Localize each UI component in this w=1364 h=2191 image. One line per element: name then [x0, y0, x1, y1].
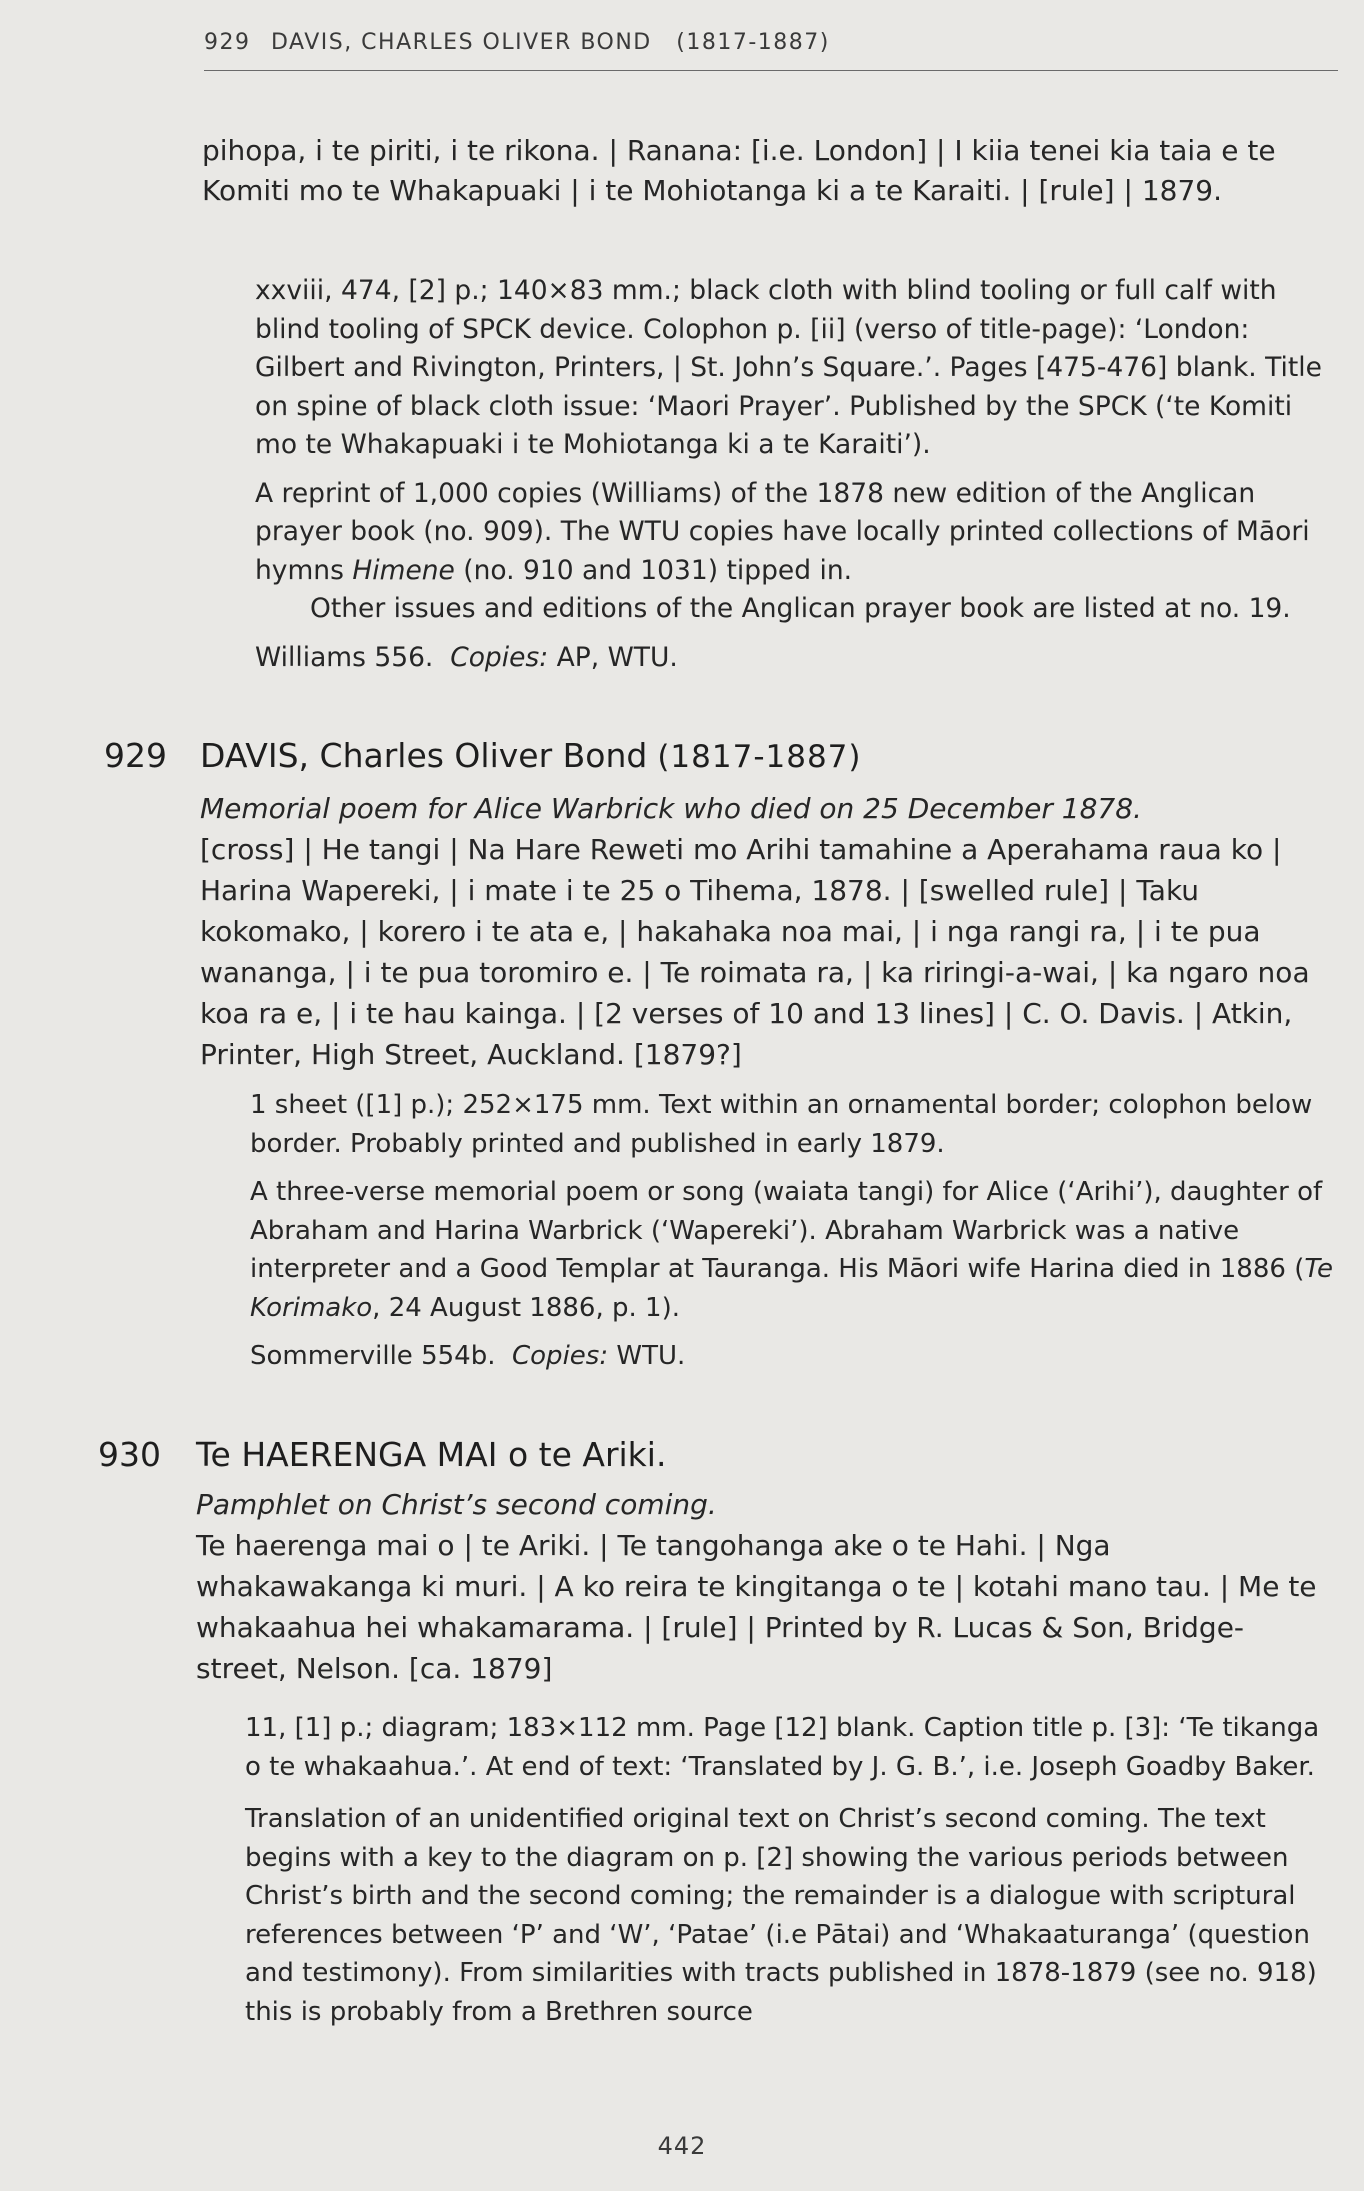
entry-title — [200, 736, 862, 777]
entry-physical: 11, [1] p.; diagram; 183×112 mm. Page [12] blank. Caption title p. [3]: ‘Te tikanga o te whakaahua.’. At end of text: ‘Translated by J. G. B.’, i.e. Joseph Goadby Baker. — [245, 1713, 1320, 1782]
continued-note: A reprint of 1,000 copies (Williams) of the 1878 new edition of the Anglican prayer book (no. 909). The WTU copies have locally printed collections of Māori hymns Himene (no. 910 and 1031) tipped in. — [255, 477, 1310, 586]
entry-author: DAVIS, Charles Oliver Bond — [200, 736, 648, 775]
running-head — [204, 30, 830, 55]
entry-notes — [245, 1709, 1335, 2031]
entry-notes — [250, 1086, 1335, 1376]
entry-description: Pamphlet on Christ’s second coming. — [196, 1488, 717, 1521]
entry-author: Te HAERENGA MAI o te Ariki. — [196, 1435, 667, 1474]
entry-body — [200, 788, 1330, 1075]
entry-number: 929 — [104, 736, 167, 775]
continued-notes — [255, 272, 1335, 677]
entry-number: 930 — [98, 1435, 161, 1474]
header-rule — [204, 70, 1338, 71]
entry-reference: Sommerville 554b. Copies: WTU. — [250, 1341, 686, 1371]
entry-title — [196, 1435, 666, 1475]
entry-dates: (1817-1887) — [657, 739, 862, 775]
running-head-title: DAVIS, CHARLES OLIVER BOND — [271, 30, 652, 55]
continued-reference: Williams 556. Copies: AP, WTU. — [255, 641, 678, 673]
entry-transcription: Te haerenga mai o | te Ariki. | Te tangohanga ake o te Hahi. | Nga whakawakanga ki muri. | A ko reira te kingitanga o te | kotahi mano tau. | Me te whakaahua hei whakamarama. | [rule] | Printed by R. Lucas & Son, Bridge-street, Nelson. [ca. 1879] — [196, 1529, 1317, 1685]
page-number: 442 — [657, 2132, 707, 2160]
entry-note: A three-verse memorial poem or song (waiata tangi) for Alice (‘Arihi’), daughter of Abraham and Harina Warbrick (‘Wapereki’). Abraham Warbrick was a native interpreter and a Good Templar at Tauranga. His Māori wife Harina died in 1886 (Te Korimako, 24 August 1886, p. 1). — [250, 1177, 1334, 1323]
entry-physical: 1 sheet ([1] p.); 252×175 mm. Text within an ornamental border; colophon below border. Probably printed and published in early 1879. — [250, 1090, 1313, 1159]
entry-note: Translation of an unidentified original text on Christ’s second coming. The text begins with a key to the diagram on p. [2] showing the various periods between Christ’s birth and the second coming; the remainder is a dialogue with scriptural references between ‘P’ and ‘W’, ‘Patae’ (i.e Pātai) and ‘Whakaaturanga’ (question and testimony). From similarities with tracts published in 1878-1879 (see no. 918) this is probably from a Brethren source — [245, 1804, 1317, 2027]
continued-transcription — [202, 131, 1327, 211]
entry-description: Memorial poem for Alice Warbrick who died on 25 December 1878. — [200, 792, 1142, 825]
entry-transcription: [cross] | He tangi | Na Hare Reweti mo Arihi tamahine a Aperahama raua ko | Harina Wapereki, | i mate i te 25 o Tihema, 1878. | [swelled rule] | Taku kokomako, | korero i te ata e, | hakahaka noa mai, | i nga rangi ra, | i te pua wananga, | i te pua toromiro e. | Te roimata ra, | ka riringi-a-wai, | ka ngaro noa koa ra e, | i te hau kainga. | [2 verses of 10 and 13 lines] | C. O. Davis. | Atkin, Printer, High Street, Auckland. [1879?] — [200, 833, 1310, 1071]
entry-body — [196, 1484, 1330, 1689]
continued-other-issues: Other issues and editions of the Anglican prayer book are listed at no. 19. — [310, 593, 1291, 624]
running-head-dates: (1817-1887) — [676, 30, 830, 55]
continued-physical: xxviii, 474, [2] p.; 140×83 mm.; black cloth with blind tooling or full calf with blind tooling of SPCK device. Colophon p. [ii] (verso of title-page): ‘London: Gilbert and Rivington, Printers, | St. John’s Square.’. Pages [475-476] blank. Title on spine of black cloth issue: ‘Maori Prayer’. Published by the SPCK (‘te Komiti mo te Whakapuaki i te Mohiotanga ki a te Karaiti’). — [255, 275, 1322, 460]
continued-transcription-text: pihopa, i te piriti, i te rikona. | Ranana: [i.e. London] | I kiia tenei kia taia e te Komiti mo te Whakapuaki | i te Mohiotanga ki a te Karaiti. | [rule] | 1879. — [202, 134, 1276, 207]
running-head-number: 929 — [204, 30, 251, 55]
